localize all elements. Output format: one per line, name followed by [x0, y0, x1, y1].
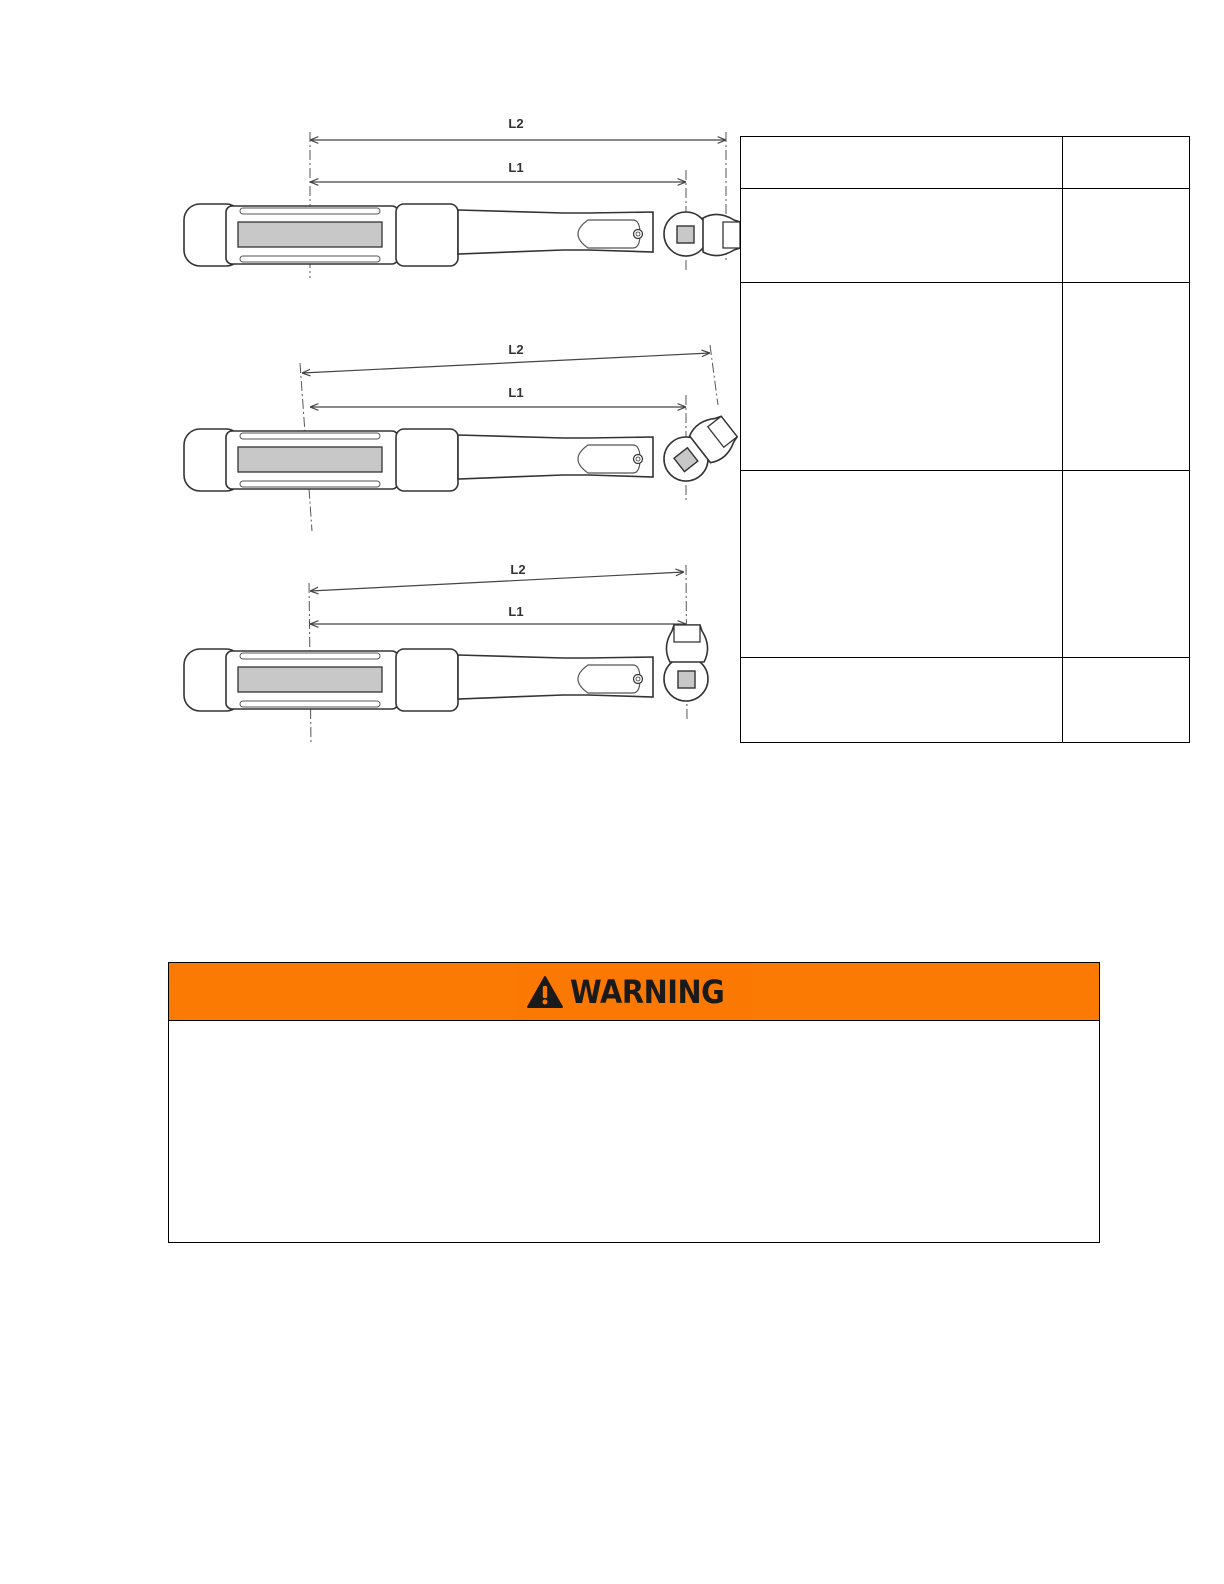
- warning-box: [168, 962, 1100, 1243]
- spec-table: [740, 136, 1190, 743]
- l2-label: L2: [510, 562, 526, 577]
- table-row: [741, 471, 1190, 658]
- wrench-dimension-diagrams: [178, 110, 748, 750]
- warning-label: WARNING: [570, 972, 725, 1011]
- wrench-row-1: [184, 116, 740, 278]
- warning-body: [169, 1021, 1099, 1053]
- l1-label: L1: [508, 385, 524, 400]
- table-cell: [741, 189, 1063, 283]
- table-cell: [741, 471, 1063, 658]
- l2-label: L2: [508, 116, 524, 131]
- wrench-row-2: [184, 342, 742, 531]
- l1-label: L1: [508, 604, 524, 619]
- table-cell: [1063, 283, 1190, 471]
- table-cell: [1063, 189, 1190, 283]
- table-row: [741, 189, 1190, 283]
- square-drive: [678, 671, 695, 688]
- wrench-row-3: [184, 562, 708, 745]
- warning-header: [169, 963, 1099, 1021]
- table-cell: [741, 137, 1063, 189]
- l2-label: L2: [508, 342, 524, 357]
- table-cell: [1063, 137, 1190, 189]
- table-row: [741, 137, 1190, 189]
- table-cell: [741, 658, 1063, 743]
- table-cell: [1063, 658, 1190, 743]
- wrench-diagrams-svg: [178, 110, 748, 750]
- table-row: [741, 283, 1190, 471]
- table-cell: [741, 283, 1063, 471]
- l1-label: L1: [508, 160, 524, 175]
- table-row: [741, 658, 1190, 743]
- l2-dimension-line: [302, 353, 710, 373]
- warning-badge: [516, 963, 752, 1020]
- square-drive: [677, 226, 694, 243]
- table-cell: [1063, 471, 1190, 658]
- l2-dimension-line: [310, 572, 684, 591]
- warning-triangle-icon: [526, 975, 564, 1009]
